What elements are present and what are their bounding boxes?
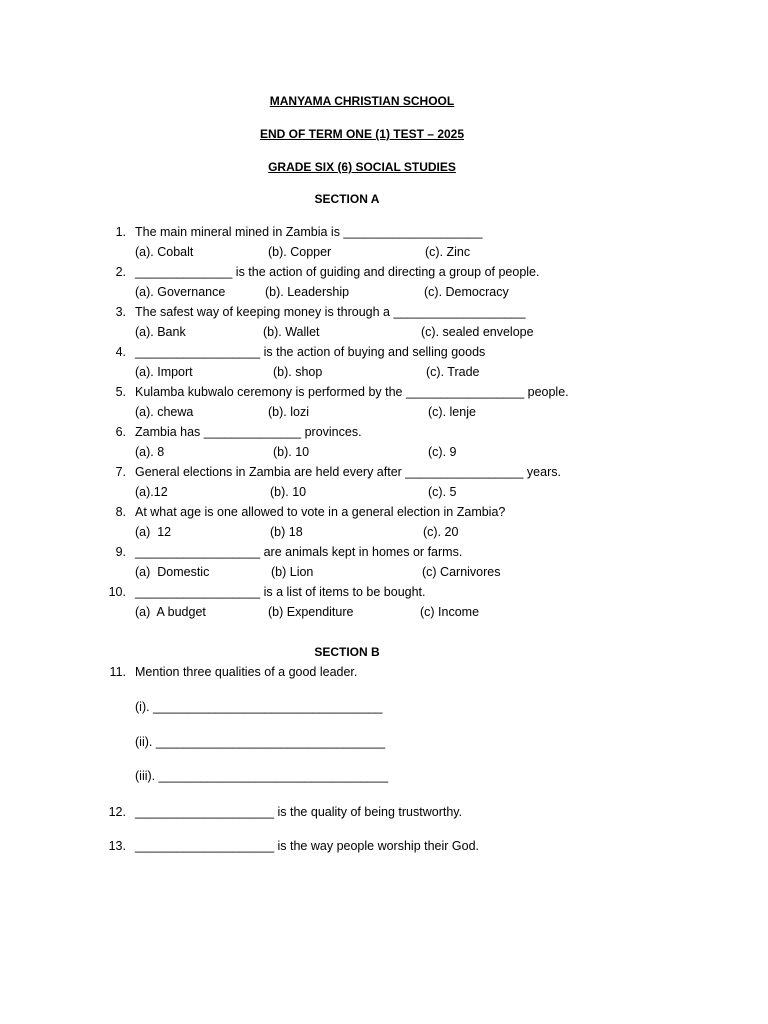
question-9	[0, 545, 768, 563]
question-4	[0, 345, 768, 363]
option-b: (b). Copper	[268, 245, 332, 259]
option-b: (b). Wallet	[263, 325, 320, 339]
option-c: (c). sealed envelope	[421, 325, 534, 339]
option-a: (a).12	[135, 485, 168, 499]
question-2	[0, 265, 768, 283]
question-number: 5.	[115, 385, 126, 399]
question-1	[0, 225, 768, 243]
option-a: (a) A budget	[135, 605, 206, 619]
option-b: (b) Expenditure	[268, 605, 354, 619]
question-text: ____________________ is the way people worship their God.	[135, 839, 480, 853]
option-c: (c). 9	[428, 445, 457, 459]
option-a: (a). 8	[135, 445, 165, 459]
option-c: (c). Zinc	[425, 245, 471, 259]
options-3	[0, 325, 768, 343]
subject-title: GRADE SIX (6) SOCIAL STUDIES	[268, 160, 456, 174]
option-a: (a). Governance	[135, 285, 226, 299]
option-a: (a). chewa	[135, 405, 194, 419]
question-number: 13.	[108, 839, 126, 853]
question-text: __________________ is a list of items to be bought.	[135, 585, 426, 599]
question-text: __________________ are animals kept in homes or farms.	[135, 545, 463, 559]
question-6	[0, 425, 768, 443]
option-a: (a) Domestic	[135, 565, 210, 579]
question-text: General elections in Zambia are held every after _________________ years.	[135, 465, 561, 479]
question-3	[0, 305, 768, 323]
question-text: Kulamba kubwalo ceremony is performed by the _________________ people.	[135, 385, 569, 399]
question-13	[0, 839, 768, 857]
question-number: 8.	[115, 505, 126, 519]
option-b: (b). lozi	[268, 405, 309, 419]
option-b: (b). Leadership	[265, 285, 350, 299]
option-c: (c) Income	[420, 605, 480, 619]
section-b-heading: SECTION B	[314, 645, 380, 659]
question-text: __________________ is the action of buying and selling goods	[135, 345, 486, 359]
option-c: (c) Carnivores	[422, 565, 501, 579]
option-c: (c). Trade	[426, 365, 480, 379]
question-number: 3.	[115, 305, 126, 319]
options-8	[0, 525, 768, 543]
options-1	[0, 245, 768, 263]
school-name: MANYAMA CHRISTIAN SCHOOL	[269, 94, 455, 108]
answer-line-i: (i). _________________________________	[135, 700, 383, 714]
options-5	[0, 405, 768, 423]
options-7	[0, 485, 768, 503]
question-text: At what age is one allowed to vote in a general election in Zambia?	[135, 505, 506, 519]
question-number: 10.	[108, 585, 126, 599]
options-6	[0, 445, 768, 463]
option-b: (b). 10	[273, 445, 310, 459]
option-a: (a) 12	[135, 525, 172, 539]
options-10	[0, 605, 768, 623]
options-2	[0, 285, 768, 303]
option-c: (c). Democracy	[424, 285, 509, 299]
question-number: 4.	[115, 345, 126, 359]
option-a: (a). Bank	[135, 325, 186, 339]
question-text: The main mineral mined in Zambia is ____________________	[135, 225, 483, 239]
option-a: (a). Import	[135, 365, 193, 379]
question-number: 12.	[108, 805, 126, 819]
question-10	[0, 585, 768, 603]
options-9	[0, 565, 768, 583]
option-b: (b) 18	[270, 525, 303, 539]
option-a: (a). Cobalt	[135, 245, 194, 259]
question-number: 2.	[115, 265, 126, 279]
question-8	[0, 505, 768, 523]
question-number: 11.	[109, 665, 126, 679]
option-b: (b) Lion	[271, 565, 314, 579]
question-text: ____________________ is the quality of being trustworthy.	[135, 805, 463, 819]
options-4	[0, 365, 768, 383]
question-number: 9.	[115, 545, 126, 559]
option-c: (c). 5	[428, 485, 457, 499]
section-a-heading: SECTION A	[314, 192, 380, 206]
option-c: (c). 20	[423, 525, 459, 539]
question-7	[0, 465, 768, 483]
option-b: (b). shop	[273, 365, 323, 379]
question-number: 7.	[115, 465, 126, 479]
option-c: (c). lenje	[428, 405, 476, 419]
question-text: ______________ is the action of guiding and directing a group of people.	[135, 265, 540, 279]
answer-line-iii: (iii). _________________________________	[135, 769, 389, 783]
question-text: The safest way of keeping money is through a ___________________	[135, 305, 526, 319]
question-11	[0, 665, 768, 683]
question-5	[0, 385, 768, 403]
question-text: Zambia has ______________ provinces.	[135, 425, 362, 439]
question-number: 1.	[115, 225, 126, 239]
option-b: (b). 10	[270, 485, 307, 499]
answer-line-ii: (ii). _________________________________	[135, 735, 386, 749]
question-12	[0, 805, 768, 823]
test-title: END OF TERM ONE (1) TEST – 2025	[259, 127, 465, 141]
question-number: 6.	[115, 425, 126, 439]
question-text: Mention three qualities of a good leader.	[135, 665, 358, 679]
